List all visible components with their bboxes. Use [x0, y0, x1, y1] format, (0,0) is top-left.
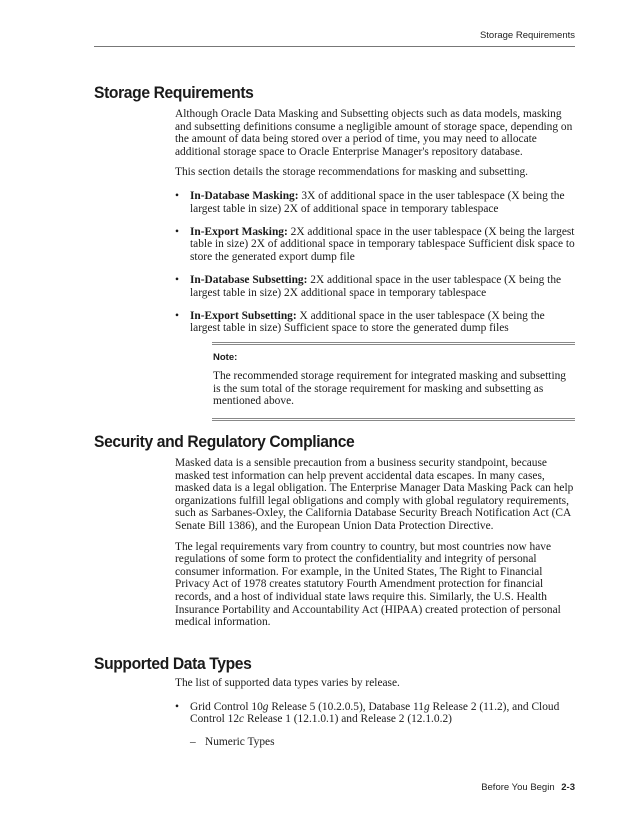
storage-body: [175, 108, 575, 345]
security-para-1: Masked data is a sensible precaution from a business security standpoint, because masked test information can help prevent accidental data escapes. In many cases, masked data is a legal obligation. The Enterprise Manager Data Masking Pack can help organizations fulfill legal obligations and comply with global regulatory requirements, such as Sarbanes-Oxley, the California Database Security Breach Notification Act (CA Senate Bill 1386), and the European Union Data Protection Directive.: [175, 457, 574, 532]
note-label: Note:: [213, 352, 238, 363]
note-text: The recommended storage requirement for integrated masking and subsetting is the sum total of the storage requirement for masking and subsetting as mentioned above.: [213, 370, 566, 408]
security-body: [175, 457, 575, 637]
datatypes-body: [175, 677, 575, 748]
storage-intro: Although Oracle Data Masking and Subsetting objects such as data models, masking and subsetting definitions consume a negligible amount of storage space, depending on the amount of data being stored over a period of time, you may need to allocate additional storage space to Oracle Enterprise Manager's repository database.: [175, 108, 573, 158]
bullet-in-database-subsetting: • In-Database Subsetting: 2X additional space in the user tablespace (X being the largest table in size) 2X additional space in temporary tablespace: [175, 273, 562, 299]
page-footer: [481, 782, 575, 793]
storage-bullet-list: [175, 190, 575, 335]
storage-note-box: [212, 342, 575, 421]
footer-page-number: 2-3: [561, 782, 575, 793]
storage-details: This section details the storage recommendations for masking and subsetting.: [175, 166, 529, 179]
bullet-in-database-masking: • In-Database Masking: 3X of additional space in the user tablespace (X being the largest table in size) 2X of additional space in temporary tablespace: [175, 189, 565, 215]
footer-chapter: Before You Begin: [481, 782, 555, 793]
bullet-in-export-subsetting: • In-Export Subsetting: X additional space in the user tablespace (X being the largest table in size) Sufficient space to store the generated dump files: [175, 309, 545, 335]
datatypes-intro: The list of supported data types varies by release.: [175, 677, 400, 689]
security-para-2: The legal requirements vary from country to country, but most countries now have regulations of some form to protect the confidentiality and integrity of personal consumer information. For example, in the United States, The Right to Financial Privacy Act of 1978 creates statutory Fourth Amendment protection for financial records, and a host of individual state laws require this. Similarly, the U.S. Health Insurance Portability and Accountability Act (HIPAA) created protection of personal medical information.: [175, 540, 561, 629]
release-bullet: • Grid Control 10g Release 5 (10.2.0.5), Database 11g Release 2 (11.2), and Cloud Control 12c Release 1 (12.1.0.1) and Release 2 (12.1.0.2): [175, 700, 560, 726]
security-heading: Security and Regulatory Compliance: [94, 432, 355, 451]
header-rule: [94, 46, 575, 47]
bullet-in-export-masking: • In-Export Masking: 2X additional space in the user tablespace (X being the largest table in size) 2X of additional space in temporary tablespace Sufficient disk space to store the generated export dump file: [175, 225, 575, 263]
numeric-types-item: – Numeric Types: [190, 735, 275, 748]
running-header: Storage Requirements: [479, 30, 575, 41]
release-list: [175, 701, 575, 726]
storage-heading: Storage Requirements: [94, 83, 254, 102]
datatypes-heading: Supported Data Types: [94, 654, 252, 673]
